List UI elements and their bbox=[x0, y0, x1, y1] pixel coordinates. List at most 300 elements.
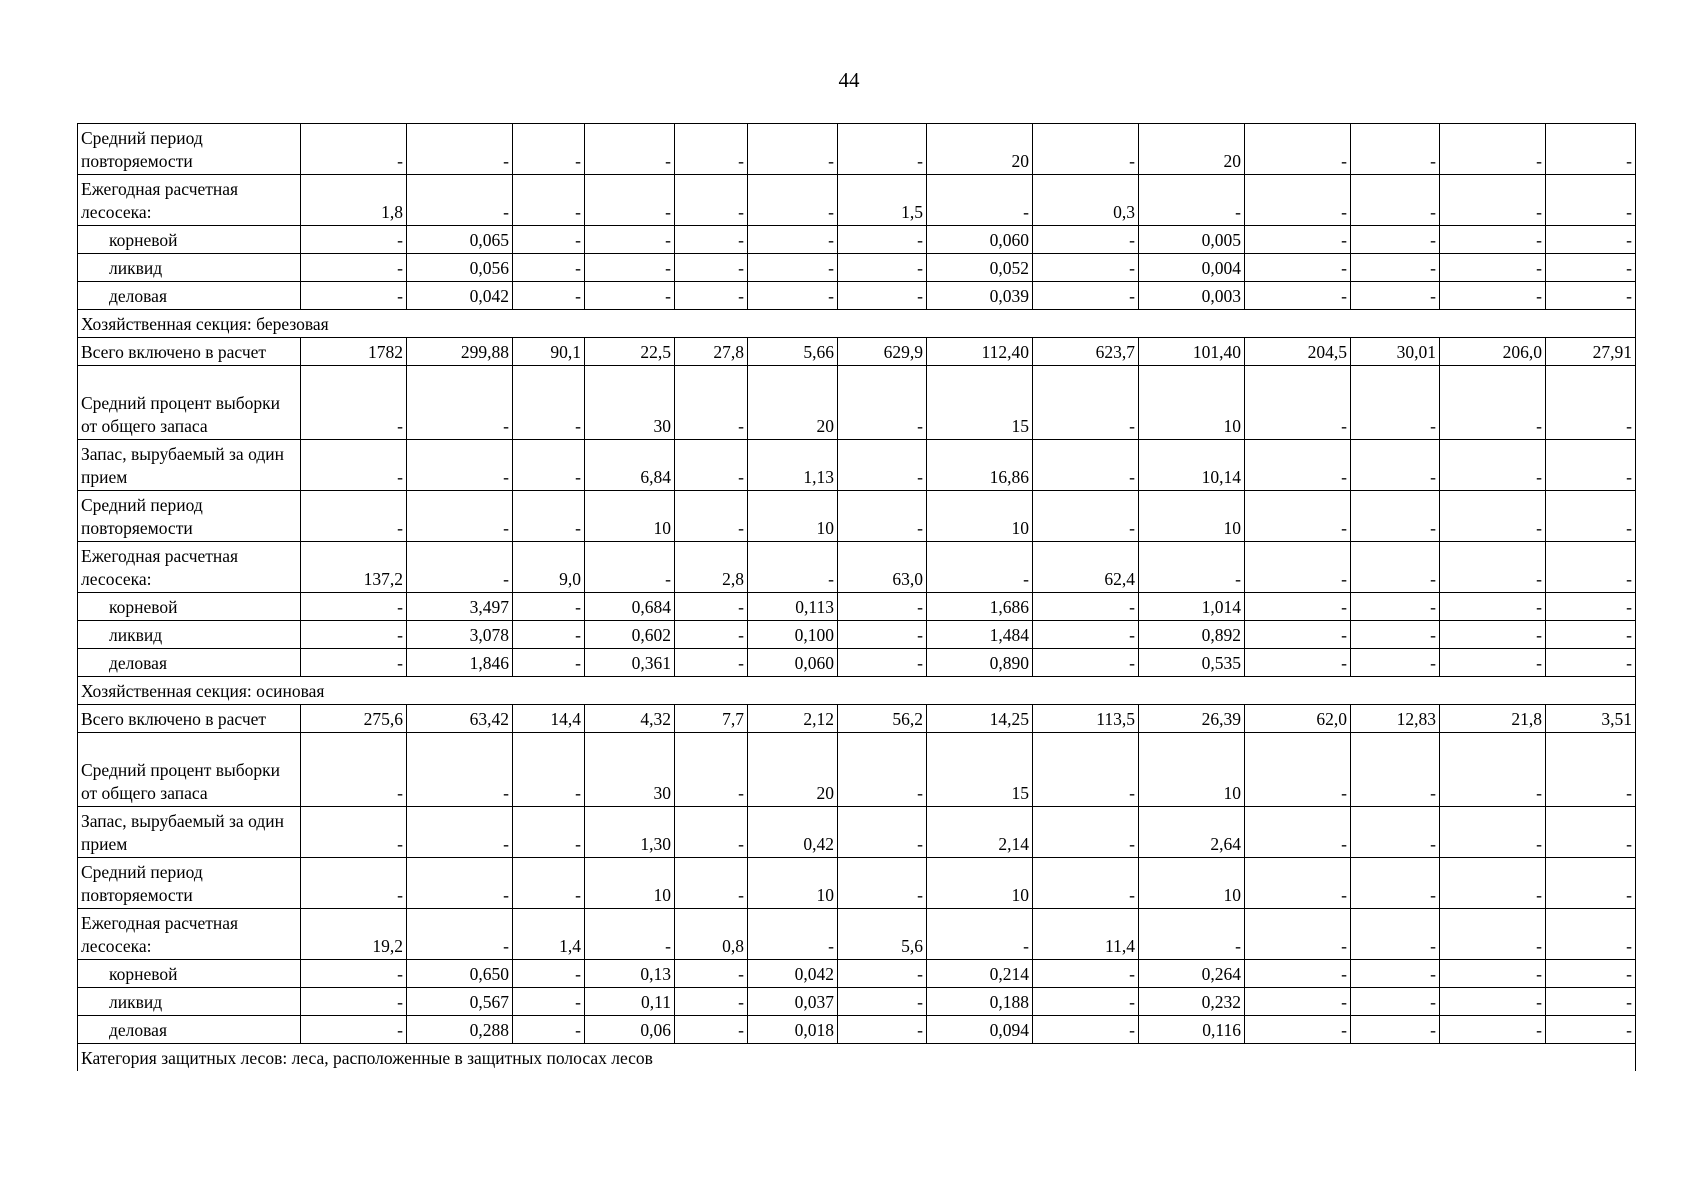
table-cell: 112,40 bbox=[927, 338, 1033, 366]
table-row bbox=[78, 649, 1636, 677]
table-cell: - bbox=[1546, 254, 1636, 282]
table-cell: - bbox=[1245, 1016, 1351, 1044]
table-cell: 0,100 bbox=[748, 621, 838, 649]
table-cell: - bbox=[513, 226, 585, 254]
table-cell: 2,64 bbox=[1139, 807, 1245, 858]
table-cell: 0,065 bbox=[407, 226, 513, 254]
table-cell: 0,005 bbox=[1139, 226, 1245, 254]
table-cell: - bbox=[1546, 175, 1636, 226]
table-cell: 623,7 bbox=[1033, 338, 1139, 366]
table-cell: - bbox=[1440, 649, 1546, 677]
table-cell: - bbox=[513, 807, 585, 858]
table-cell: 0,892 bbox=[1139, 621, 1245, 649]
table-cell: - bbox=[927, 175, 1033, 226]
row-label: ликвид bbox=[78, 988, 301, 1016]
table-cell: 20 bbox=[1139, 124, 1245, 175]
table-cell: - bbox=[513, 649, 585, 677]
table-row bbox=[78, 988, 1636, 1016]
table-cell: - bbox=[748, 282, 838, 310]
table-cell: - bbox=[1033, 254, 1139, 282]
table-cell: - bbox=[407, 175, 513, 226]
table-cell: 12,83 bbox=[1351, 705, 1440, 733]
table-cell: 2,14 bbox=[927, 807, 1033, 858]
table-cell: - bbox=[1546, 226, 1636, 254]
table-cell: - bbox=[1546, 733, 1636, 807]
table-cell: 0,8 bbox=[675, 909, 748, 960]
table-cell: 56,2 bbox=[838, 705, 927, 733]
table-row bbox=[78, 807, 1636, 858]
table-row bbox=[78, 440, 1636, 491]
table-cell: - bbox=[748, 175, 838, 226]
table-cell: - bbox=[1351, 254, 1440, 282]
section-header-row bbox=[78, 677, 1636, 705]
table-cell: - bbox=[513, 1016, 585, 1044]
table-cell: - bbox=[301, 124, 407, 175]
table-cell: - bbox=[1440, 621, 1546, 649]
table-cell: - bbox=[1245, 175, 1351, 226]
table-row bbox=[78, 960, 1636, 988]
table-cell: - bbox=[407, 733, 513, 807]
row-label: корневой bbox=[78, 226, 301, 254]
table-cell: - bbox=[1546, 491, 1636, 542]
page-number: 44 bbox=[838, 68, 860, 92]
table-cell: 0,13 bbox=[585, 960, 675, 988]
table-cell: - bbox=[1033, 226, 1139, 254]
row-label: Ежегодная расчетная лесосека: bbox=[78, 909, 301, 960]
table-cell: 10 bbox=[1139, 491, 1245, 542]
table-cell: - bbox=[838, 649, 927, 677]
table-cell: 113,5 bbox=[1033, 705, 1139, 733]
table-cell: - bbox=[513, 175, 585, 226]
table-cell: 0,684 bbox=[585, 593, 675, 621]
table-cell: - bbox=[1440, 593, 1546, 621]
table-cell: - bbox=[1546, 593, 1636, 621]
table-cell: - bbox=[1033, 988, 1139, 1016]
table-cell: - bbox=[838, 254, 927, 282]
table-cell: - bbox=[675, 733, 748, 807]
table-cell: - bbox=[1546, 440, 1636, 491]
row-label: Запас, вырубаемый за один прием bbox=[78, 440, 301, 491]
table-cell: 0,11 bbox=[585, 988, 675, 1016]
table-cell: - bbox=[407, 807, 513, 858]
table-cell: 0,535 bbox=[1139, 649, 1245, 677]
table-cell: - bbox=[1139, 175, 1245, 226]
table-cell: 5,6 bbox=[838, 909, 927, 960]
table-cell: - bbox=[1245, 282, 1351, 310]
table-cell: 0,650 bbox=[407, 960, 513, 988]
table-cell: - bbox=[585, 175, 675, 226]
table-cell: 20 bbox=[748, 733, 838, 807]
table-cell: - bbox=[1351, 366, 1440, 440]
forest-calculation-table bbox=[77, 123, 1636, 1071]
table-cell: - bbox=[1440, 542, 1546, 593]
table-cell: - bbox=[407, 491, 513, 542]
table-cell: - bbox=[301, 988, 407, 1016]
table-cell: - bbox=[1033, 124, 1139, 175]
table-cell: - bbox=[1440, 858, 1546, 909]
table-cell: 63,42 bbox=[407, 705, 513, 733]
table-cell: 14,25 bbox=[927, 705, 1033, 733]
row-label: деловая bbox=[78, 1016, 301, 1044]
table-cell: - bbox=[513, 282, 585, 310]
table-cell: 0,602 bbox=[585, 621, 675, 649]
table-cell: - bbox=[1440, 988, 1546, 1016]
table-cell: 10 bbox=[1139, 858, 1245, 909]
table-row bbox=[78, 705, 1636, 733]
table-cell: - bbox=[1440, 960, 1546, 988]
table-cell: - bbox=[838, 124, 927, 175]
table-cell: 30,01 bbox=[1351, 338, 1440, 366]
table-cell: - bbox=[1351, 124, 1440, 175]
table-cell: - bbox=[1245, 124, 1351, 175]
table-cell: - bbox=[513, 366, 585, 440]
table-cell: 2,8 bbox=[675, 542, 748, 593]
table-cell: - bbox=[1546, 542, 1636, 593]
row-label: Средний период повторяемости bbox=[78, 858, 301, 909]
table-cell: - bbox=[1245, 858, 1351, 909]
table-cell: 0,094 bbox=[927, 1016, 1033, 1044]
table-row bbox=[78, 733, 1636, 807]
table-cell: - bbox=[1546, 960, 1636, 988]
table-cell: 1,686 bbox=[927, 593, 1033, 621]
table-cell: - bbox=[1351, 175, 1440, 226]
table-cell: 19,2 bbox=[301, 909, 407, 960]
table-cell: - bbox=[1245, 733, 1351, 807]
table-row bbox=[78, 1016, 1636, 1044]
table-cell: 0,037 bbox=[748, 988, 838, 1016]
table-cell: 20 bbox=[748, 366, 838, 440]
table-cell: - bbox=[301, 593, 407, 621]
table-cell: 11,4 bbox=[1033, 909, 1139, 960]
table-row bbox=[78, 366, 1636, 440]
table-cell: - bbox=[301, 649, 407, 677]
table-cell: - bbox=[838, 1016, 927, 1044]
table-cell: - bbox=[301, 858, 407, 909]
table-cell: - bbox=[301, 491, 407, 542]
table-cell: - bbox=[1351, 807, 1440, 858]
table-cell: - bbox=[1546, 649, 1636, 677]
table-cell: 0,288 bbox=[407, 1016, 513, 1044]
table-cell: - bbox=[407, 440, 513, 491]
table-cell: - bbox=[301, 621, 407, 649]
table-cell: - bbox=[1033, 593, 1139, 621]
table-cell: - bbox=[301, 807, 407, 858]
table-cell: 30 bbox=[585, 733, 675, 807]
table-cell: 0,264 bbox=[1139, 960, 1245, 988]
table-cell: 101,40 bbox=[1139, 338, 1245, 366]
table-cell: 0,003 bbox=[1139, 282, 1245, 310]
table-cell: - bbox=[838, 733, 927, 807]
table-cell: - bbox=[1351, 1016, 1440, 1044]
table-cell: - bbox=[301, 960, 407, 988]
table-cell: 20 bbox=[927, 124, 1033, 175]
table-cell: - bbox=[838, 807, 927, 858]
table-cell: - bbox=[838, 440, 927, 491]
table-cell: - bbox=[675, 124, 748, 175]
table-cell: - bbox=[513, 254, 585, 282]
table-cell: 0,052 bbox=[927, 254, 1033, 282]
table-cell: - bbox=[1245, 366, 1351, 440]
table-cell: 10 bbox=[748, 858, 838, 909]
table-cell: 4,32 bbox=[585, 705, 675, 733]
table-cell: 3,497 bbox=[407, 593, 513, 621]
table-cell: - bbox=[585, 542, 675, 593]
row-label: Средний период повторяемости bbox=[78, 124, 301, 175]
table-cell: - bbox=[748, 254, 838, 282]
section-header-row bbox=[78, 310, 1636, 338]
table-cell: - bbox=[1440, 909, 1546, 960]
table-cell: - bbox=[1351, 909, 1440, 960]
table-cell: 3,078 bbox=[407, 621, 513, 649]
table-cell: - bbox=[1351, 649, 1440, 677]
table-cell: - bbox=[1033, 440, 1139, 491]
table-cell: - bbox=[1440, 124, 1546, 175]
category-footer-row bbox=[78, 1044, 1636, 1072]
table-cell: 0,890 bbox=[927, 649, 1033, 677]
table-cell: - bbox=[1440, 226, 1546, 254]
table-cell: 10 bbox=[748, 491, 838, 542]
table-cell: - bbox=[513, 733, 585, 807]
table-cell: - bbox=[1245, 542, 1351, 593]
row-label: Средний период повторяемости bbox=[78, 491, 301, 542]
table-cell: - bbox=[1245, 649, 1351, 677]
table-cell: 15 bbox=[927, 733, 1033, 807]
row-label: Ежегодная расчетная лесосека: bbox=[78, 175, 301, 226]
table-cell: - bbox=[838, 593, 927, 621]
table-cell: - bbox=[1245, 226, 1351, 254]
table-cell: 90,1 bbox=[513, 338, 585, 366]
table-cell: - bbox=[1440, 733, 1546, 807]
table-cell: 10 bbox=[1139, 366, 1245, 440]
table-cell: - bbox=[1033, 621, 1139, 649]
table-cell: - bbox=[513, 124, 585, 175]
table-cell: - bbox=[1546, 1016, 1636, 1044]
table-cell: - bbox=[1351, 988, 1440, 1016]
row-label: деловая bbox=[78, 649, 301, 677]
table-cell: - bbox=[1139, 909, 1245, 960]
table-cell: - bbox=[675, 366, 748, 440]
table-cell: - bbox=[1546, 124, 1636, 175]
table-cell: 1,014 bbox=[1139, 593, 1245, 621]
table-cell: 0,113 bbox=[748, 593, 838, 621]
table-cell: 9,0 bbox=[513, 542, 585, 593]
table-cell: 204,5 bbox=[1245, 338, 1351, 366]
table-cell: - bbox=[301, 282, 407, 310]
table-cell: 62,0 bbox=[1245, 705, 1351, 733]
table-cell: - bbox=[1245, 593, 1351, 621]
table-cell: - bbox=[838, 226, 927, 254]
table-cell: 0,188 bbox=[927, 988, 1033, 1016]
table-cell: - bbox=[301, 366, 407, 440]
table-cell: 1,846 bbox=[407, 649, 513, 677]
table-cell: - bbox=[675, 282, 748, 310]
table-cell: - bbox=[1546, 621, 1636, 649]
table-cell: 0,042 bbox=[748, 960, 838, 988]
row-label: ликвид bbox=[78, 621, 301, 649]
table-cell: - bbox=[1546, 807, 1636, 858]
table-cell: - bbox=[1245, 491, 1351, 542]
table-cell: - bbox=[1440, 440, 1546, 491]
table-cell: - bbox=[927, 909, 1033, 960]
section-title: Хозяйственная секция: осиновая bbox=[78, 677, 1636, 705]
table-cell: - bbox=[675, 807, 748, 858]
table-cell: 206,0 bbox=[1440, 338, 1546, 366]
table-cell: 30 bbox=[585, 366, 675, 440]
table-cell: - bbox=[1351, 282, 1440, 310]
table-cell: - bbox=[1245, 621, 1351, 649]
table-cell: 7,7 bbox=[675, 705, 748, 733]
row-label: корневой bbox=[78, 960, 301, 988]
table-cell: 1,5 bbox=[838, 175, 927, 226]
table-cell: - bbox=[1351, 440, 1440, 491]
table-cell: - bbox=[838, 858, 927, 909]
table-cell: - bbox=[1033, 733, 1139, 807]
table-row bbox=[78, 858, 1636, 909]
table-cell: - bbox=[585, 909, 675, 960]
table-cell: 0,004 bbox=[1139, 254, 1245, 282]
table-cell: 10 bbox=[927, 491, 1033, 542]
table-row bbox=[78, 175, 1636, 226]
table-cell: - bbox=[301, 733, 407, 807]
table-cell: - bbox=[675, 593, 748, 621]
table-cell: 16,86 bbox=[927, 440, 1033, 491]
table-cell: - bbox=[927, 542, 1033, 593]
table-cell: 629,9 bbox=[838, 338, 927, 366]
table-cell: 5,66 bbox=[748, 338, 838, 366]
table-cell: - bbox=[838, 960, 927, 988]
table-cell: 0,042 bbox=[407, 282, 513, 310]
table-cell: 15 bbox=[927, 366, 1033, 440]
table-cell: 0,42 bbox=[748, 807, 838, 858]
table-cell: - bbox=[513, 621, 585, 649]
table-cell: - bbox=[1351, 621, 1440, 649]
table-row bbox=[78, 124, 1636, 175]
table-cell: 299,88 bbox=[407, 338, 513, 366]
table-cell: - bbox=[1546, 858, 1636, 909]
table-cell: 0,018 bbox=[748, 1016, 838, 1044]
table-cell: - bbox=[1440, 282, 1546, 310]
table-cell: 2,12 bbox=[748, 705, 838, 733]
table-cell: 14,4 bbox=[513, 705, 585, 733]
table-cell: - bbox=[1245, 909, 1351, 960]
table-cell: - bbox=[407, 542, 513, 593]
table-cell: - bbox=[1440, 254, 1546, 282]
table-cell: - bbox=[1351, 593, 1440, 621]
table-cell: - bbox=[1440, 1016, 1546, 1044]
table-cell: 26,39 bbox=[1139, 705, 1245, 733]
table-cell: - bbox=[748, 226, 838, 254]
table-cell: 0,361 bbox=[585, 649, 675, 677]
table-cell: - bbox=[513, 440, 585, 491]
table-cell: 10,14 bbox=[1139, 440, 1245, 491]
table-cell: - bbox=[407, 909, 513, 960]
table-cell: 0,039 bbox=[927, 282, 1033, 310]
table-row bbox=[78, 226, 1636, 254]
table-cell: - bbox=[1351, 858, 1440, 909]
table-cell: - bbox=[675, 960, 748, 988]
table-cell: - bbox=[1546, 282, 1636, 310]
table-cell: 27,91 bbox=[1546, 338, 1636, 366]
table-body bbox=[78, 124, 1636, 1072]
row-label: деловая bbox=[78, 282, 301, 310]
table-cell: 1,8 bbox=[301, 175, 407, 226]
table-cell: - bbox=[407, 858, 513, 909]
row-label: Средний процент выборки от общего запаса bbox=[78, 733, 301, 807]
table-cell: 0,06 bbox=[585, 1016, 675, 1044]
row-label: Средний процент выборки от общего запаса bbox=[78, 366, 301, 440]
table-cell: 0,060 bbox=[748, 649, 838, 677]
table-cell: - bbox=[675, 621, 748, 649]
table-cell: - bbox=[1033, 282, 1139, 310]
row-label: ликвид bbox=[78, 254, 301, 282]
table-cell: - bbox=[1033, 960, 1139, 988]
table-cell: - bbox=[1245, 988, 1351, 1016]
table-cell: - bbox=[748, 542, 838, 593]
table-cell: - bbox=[513, 593, 585, 621]
table-cell: - bbox=[1033, 491, 1139, 542]
table-cell: 27,8 bbox=[675, 338, 748, 366]
table-cell: - bbox=[585, 282, 675, 310]
table-cell: - bbox=[301, 254, 407, 282]
table-cell: - bbox=[301, 226, 407, 254]
table-cell: 10 bbox=[927, 858, 1033, 909]
table-cell: 0,056 bbox=[407, 254, 513, 282]
table-cell: - bbox=[1546, 909, 1636, 960]
table-cell: - bbox=[838, 621, 927, 649]
table-cell: 3,51 bbox=[1546, 705, 1636, 733]
table-cell: - bbox=[1033, 807, 1139, 858]
table-cell: - bbox=[675, 254, 748, 282]
table-cell: - bbox=[513, 491, 585, 542]
table-row bbox=[78, 254, 1636, 282]
table-row bbox=[78, 542, 1636, 593]
row-label: Всего включено в расчет bbox=[78, 705, 301, 733]
table-row bbox=[78, 621, 1636, 649]
table-cell: - bbox=[1351, 491, 1440, 542]
table-cell: - bbox=[513, 988, 585, 1016]
table-cell: - bbox=[675, 858, 748, 909]
table-cell: - bbox=[1033, 366, 1139, 440]
table-cell: - bbox=[748, 124, 838, 175]
table-cell: 1,484 bbox=[927, 621, 1033, 649]
table-cell: 6,84 bbox=[585, 440, 675, 491]
table-cell: 0,214 bbox=[927, 960, 1033, 988]
table-cell: - bbox=[1546, 988, 1636, 1016]
table-cell: 1,30 bbox=[585, 807, 675, 858]
table-cell: - bbox=[748, 909, 838, 960]
section-title: Хозяйственная секция: березовая bbox=[78, 310, 1636, 338]
table-cell: - bbox=[1245, 807, 1351, 858]
table-cell: 10 bbox=[585, 858, 675, 909]
table-cell: 0,232 bbox=[1139, 988, 1245, 1016]
table-cell: - bbox=[838, 988, 927, 1016]
table-cell: - bbox=[675, 491, 748, 542]
table-cell: - bbox=[407, 124, 513, 175]
table-cell: - bbox=[1139, 542, 1245, 593]
table-row bbox=[78, 491, 1636, 542]
table-cell: - bbox=[301, 440, 407, 491]
table-cell: 21,8 bbox=[1440, 705, 1546, 733]
table-cell: - bbox=[1245, 440, 1351, 491]
table-cell: - bbox=[301, 1016, 407, 1044]
table-cell: 1782 bbox=[301, 338, 407, 366]
table-row bbox=[78, 282, 1636, 310]
table-row bbox=[78, 593, 1636, 621]
row-label: Всего включено в расчет bbox=[78, 338, 301, 366]
table-cell: - bbox=[1351, 960, 1440, 988]
table-cell: 0,3 bbox=[1033, 175, 1139, 226]
table-cell: - bbox=[585, 124, 675, 175]
